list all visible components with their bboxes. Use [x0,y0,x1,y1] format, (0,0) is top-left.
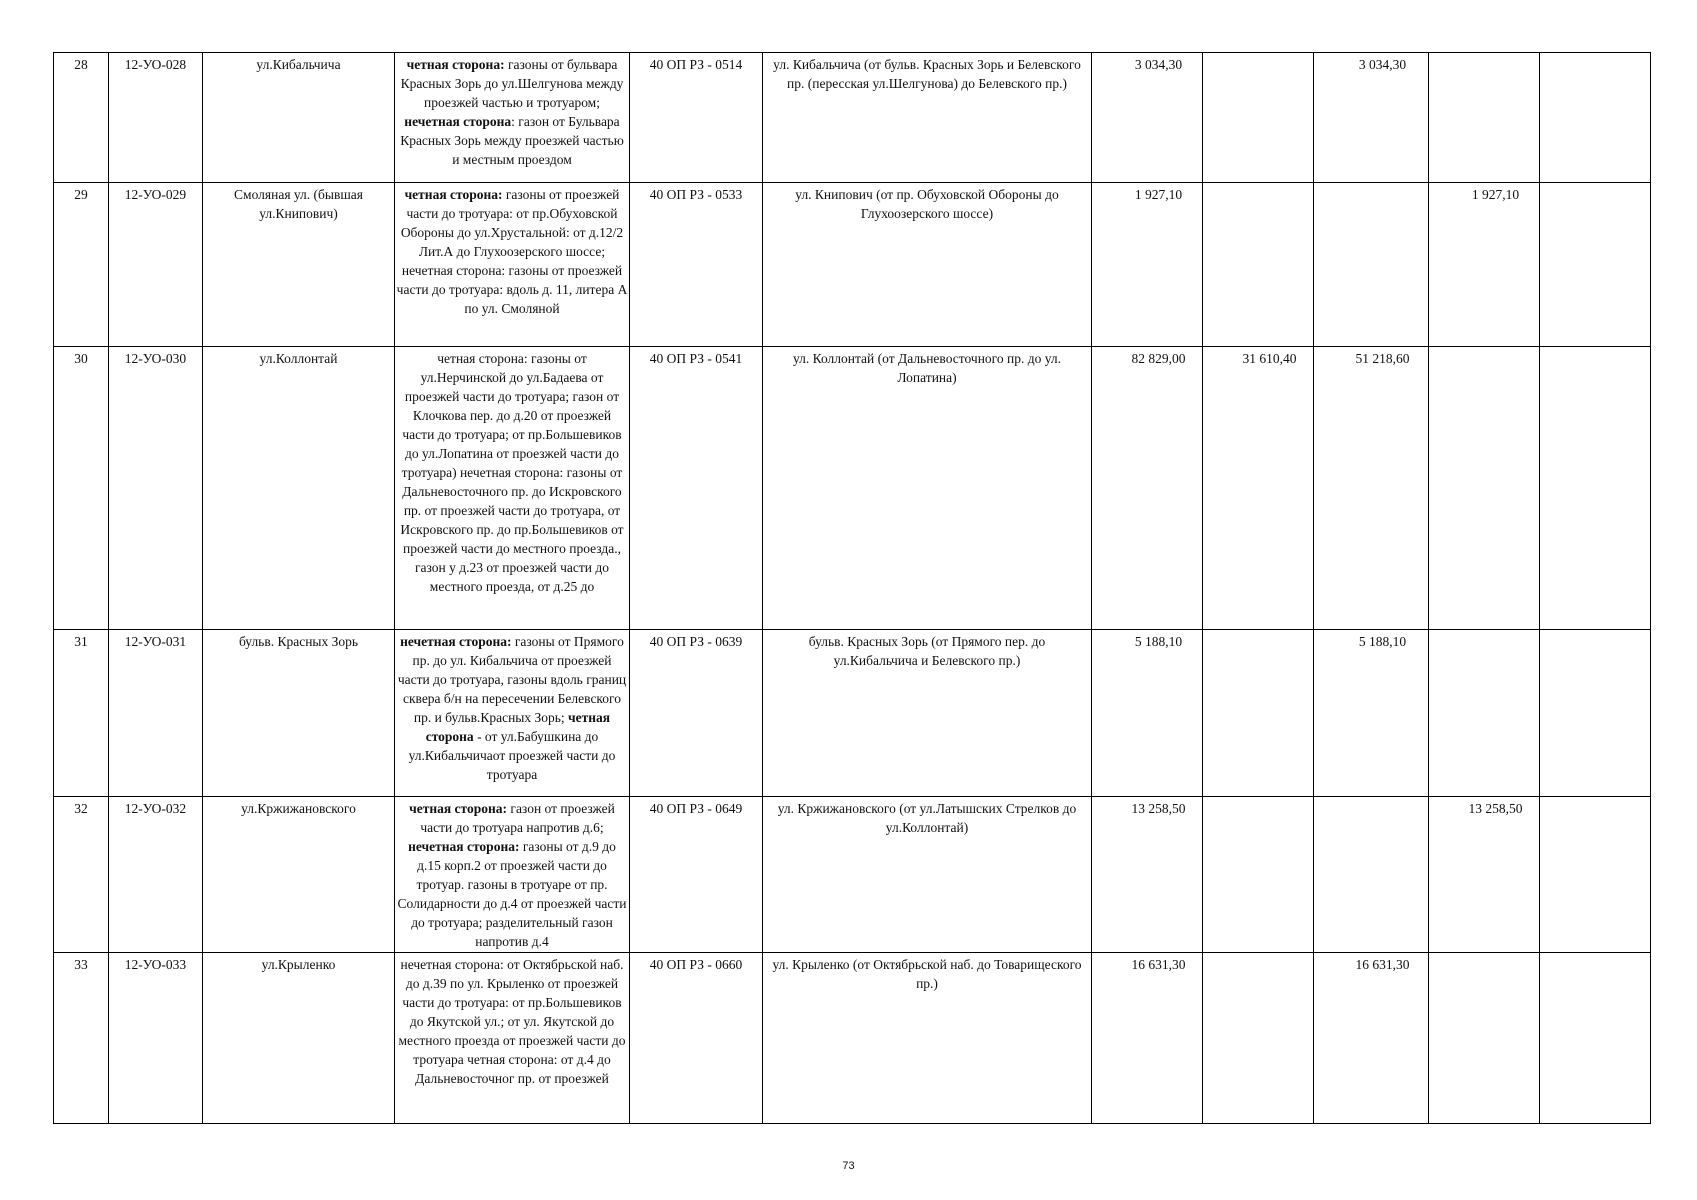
table-row [54,953,1651,1124]
road-name: ул. Кибальчича (от бульв. Красных Зорь и Белевского пр. (пересская ул.Шелгунова) до Белевского пр.) [763,53,1092,183]
table-row [54,53,1651,183]
road-id: 40 ОП РЗ - 0660 [630,953,763,1124]
road-name: ул. Крыленко (от Октябрьской наб. до Товарищеского пр.) [763,953,1092,1124]
page-number: 73 [842,1160,855,1172]
area-total: 82 829,00 [1092,347,1203,630]
street-name: Смоляная ул. (бывшая ул.Книпович) [203,183,395,347]
lawn-description [395,347,630,630]
description-part: газон от проезжей части до тротуара напротив д.6; [420,801,615,835]
road-name: ул. Коллонтай (от Дальневосточного пр. до ул. Лопатина) [763,347,1092,630]
street-name: ул.Крыленко [203,953,395,1124]
area-col-4: 13 258,50 [1429,797,1540,953]
area-total: 3 034,30 [1092,53,1203,183]
row-number: 28 [54,53,109,183]
row-number: 33 [54,953,109,1124]
description-bold-part: нечетная сторона: [408,839,520,854]
area-col-3: 16 631,30 [1314,953,1429,1124]
area-col-5 [1540,53,1651,183]
row-number: 32 [54,797,109,953]
row-number: 31 [54,630,109,797]
area-total: 1 927,10 [1092,183,1203,347]
description-part: - от ул.Бабушкина до ул.Кибальчичаот проезжей части до тротуара [408,729,616,782]
area-total: 5 188,10 [1092,630,1203,797]
road-name: ул. Книпович (от пр. Обуховской Обороны до Глухоозерского шоссе) [763,183,1092,347]
row-number: 29 [54,183,109,347]
object-code: 12-УО-028 [109,53,203,183]
row-number: 30 [54,347,109,630]
table-row [54,183,1651,347]
area-col-5 [1540,630,1651,797]
table-row [54,347,1651,630]
road-id: 40 ОП РЗ - 0541 [630,347,763,630]
area-col-2 [1203,53,1314,183]
street-name: ул.Кибальчича [203,53,395,183]
area-col-3: 5 188,10 [1314,630,1429,797]
area-col-4: 1 927,10 [1429,183,1540,347]
object-code: 12-УО-029 [109,183,203,347]
area-col-5 [1540,183,1651,347]
lawn-description [395,630,630,797]
object-code: 12-УО-033 [109,953,203,1124]
description-part: нечетная сторона: от Октябрьской наб. до д.39 по ул. Крыленко от проезжей части до тротуара: от пр.Большевиков до Якутской ул.; от ул. Якутской до местного проезда от проезжей части до тротуара четная сторона: от д.4 до Дальневосточног пр. от проезжей [398,957,626,1086]
street-name: ул.Кржижановского [203,797,395,953]
area-total: 16 631,30 [1092,953,1203,1124]
description-bold-part: нечетная сторона: [400,634,512,649]
object-code: 12-УО-031 [109,630,203,797]
area-col-2 [1203,953,1314,1124]
area-col-4 [1429,630,1540,797]
object-code: 12-УО-032 [109,797,203,953]
description-part: четная сторона: газоны от ул.Нерчинской до ул.Бадаева от проезжей части до тротуара; газон от Клочкова пер. до д.20 от проезжей части до тротуара; от пр.Большевиков до ул.Лопатина от проезжей части до тротуара) нечетная сторона: газоны от Дальневосточного пр. до Искровского пр. от проезжей части до тротуара, от Искровского пр. до пр.Большевиков от проезжей части до местного проезда., газон у д.23 от проезжей части до местного проезда, от д.25 до [400,351,624,594]
description-part: газоны от проезжей части до тротуара: от пр.Обуховской Обороны до ул.Хрустальной: от д.12/2 Лит.А до Глухоозерского шоссе; нечетная сторона: газоны от проезжей части до тротуара: вдоль д. 11, литера А по ул. Смоляной [396,187,628,316]
description-bold-part: четная сторона: [404,187,503,202]
road-id: 40 ОП РЗ - 0649 [630,797,763,953]
registry-table [53,52,1651,1124]
road-name: бульв. Красных Зорь (от Прямого пер. до ул.Кибальчича и Белевского пр.) [763,630,1092,797]
area-col-4 [1429,953,1540,1124]
area-col-4 [1429,347,1540,630]
area-col-2 [1203,797,1314,953]
lawn-description [395,953,630,1124]
description-part: газоны от д.9 до д.15 корп.2 от проезжей части до тротуар. газоны в тротуаре от пр. Солидарности до д.4 от проезжей части до тротуара; разделительный газон напротив д.4 [397,839,627,949]
road-id: 40 ОП РЗ - 0639 [630,630,763,797]
area-col-3 [1314,797,1429,953]
road-name: ул. Кржижановского (от ул.Латышских Стрелков до ул.Коллонтай) [763,797,1092,953]
description-part: газоны от бульвара Красных Зорь до ул.Шелгунова между проезжей частью и тротуаром; [400,57,624,110]
object-code: 12-УО-030 [109,347,203,630]
area-col-3: 51 218,60 [1314,347,1429,630]
description-part: : газон от Бульвара Красных Зорь между проезжей частью и местным проездом [400,114,624,167]
area-col-3 [1314,183,1429,347]
lawn-description [395,797,630,953]
table-row [54,797,1651,953]
area-col-5 [1540,347,1651,630]
description-part: газоны от Прямого пр. до ул. Кибальчича от проезжей части до тротуара, газоны вдоль границ сквера б/н на пересечении Белевского пр. и бульв.Красных Зорь; [397,634,627,725]
description-bold-part: четная сторона: [406,57,505,72]
lawn-description [395,183,630,347]
lawn-description [395,53,630,183]
road-id: 40 ОП РЗ - 0533 [630,183,763,347]
area-col-5 [1540,797,1651,953]
area-col-2 [1203,630,1314,797]
description-bold-part: нечетная сторона [404,114,512,129]
area-col-2: 31 610,40 [1203,347,1314,630]
area-col-4 [1429,53,1540,183]
road-id: 40 ОП РЗ - 0514 [630,53,763,183]
table-row [54,630,1651,797]
street-name: ул.Коллонтай [203,347,395,630]
description-bold-part: четная сторона: [409,801,508,816]
description-bold-part: четная сторона [425,710,611,744]
area-col-2 [1203,183,1314,347]
area-total: 13 258,50 [1092,797,1203,953]
area-col-3: 3 034,30 [1314,53,1429,183]
area-col-5 [1540,953,1651,1124]
street-name: бульв. Красных Зорь [203,630,395,797]
